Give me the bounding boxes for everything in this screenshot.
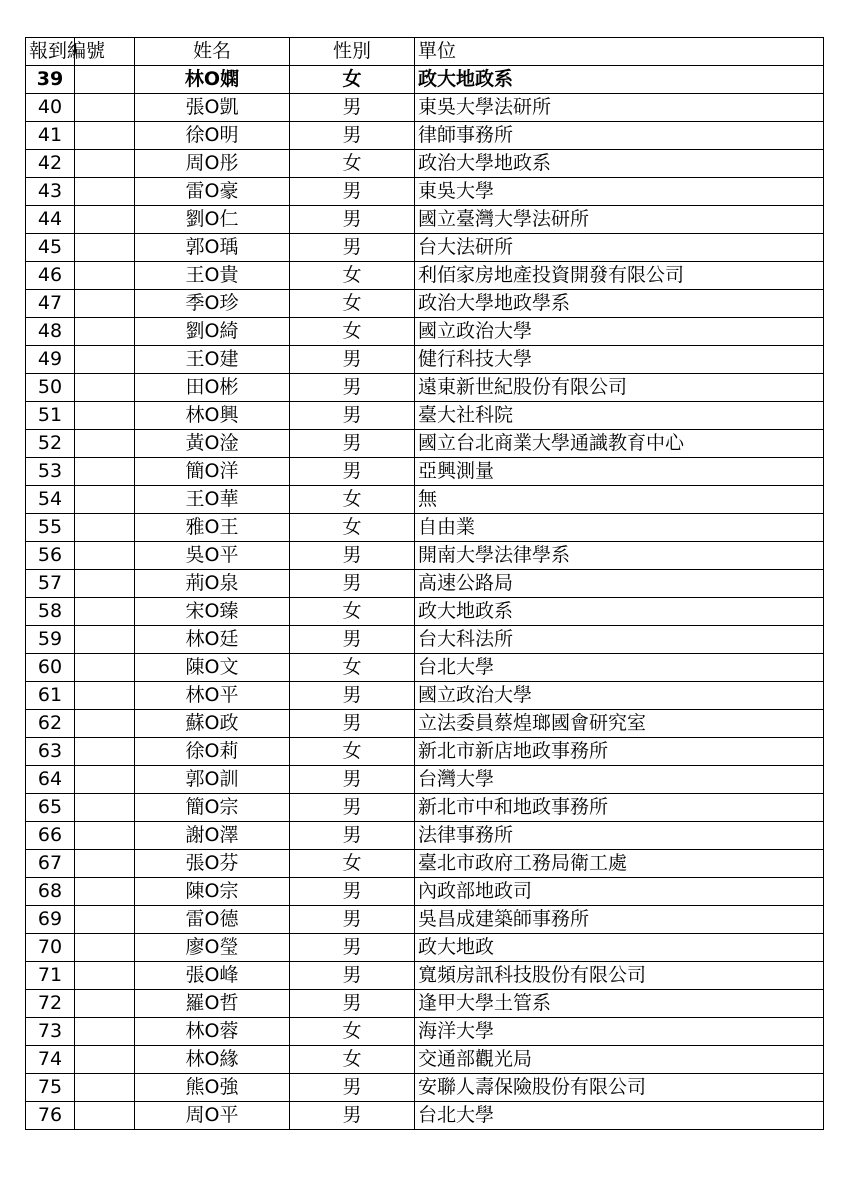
table-row: [26, 430, 824, 458]
cell-unit: 遠東新世紀股份有限公司: [415, 374, 824, 402]
cell-blank: [75, 822, 135, 850]
cell-blank: [75, 458, 135, 486]
cell-blank: [75, 122, 135, 150]
cell-no: 47: [26, 290, 75, 318]
table-row: [26, 682, 824, 710]
cell-no: 63: [26, 738, 75, 766]
cell-unit: 亞興測量: [415, 458, 824, 486]
cell-unit: 海洋大學: [415, 1018, 824, 1046]
cell-name: 周O彤: [135, 150, 290, 178]
table-row: [26, 514, 824, 542]
cell-name: 黃O淦: [135, 430, 290, 458]
cell-no: 65: [26, 794, 75, 822]
cell-gender: 女: [290, 1046, 415, 1074]
cell-unit: 無: [415, 486, 824, 514]
table-row: [26, 738, 824, 766]
cell-name: 王O貴: [135, 262, 290, 290]
cell-name: 田O彬: [135, 374, 290, 402]
cell-no: 66: [26, 822, 75, 850]
cell-no: 68: [26, 878, 75, 906]
cell-no: 74: [26, 1046, 75, 1074]
cell-unit: 自由業: [415, 514, 824, 542]
cell-no: 43: [26, 178, 75, 206]
cell-blank: [75, 906, 135, 934]
cell-gender: 女: [290, 290, 415, 318]
cell-name: 劉O仁: [135, 206, 290, 234]
cell-blank: [75, 486, 135, 514]
cell-blank: [75, 1046, 135, 1074]
cell-unit: 政大地政: [415, 934, 824, 962]
cell-blank: [75, 878, 135, 906]
cell-no: 62: [26, 710, 75, 738]
cell-blank: [75, 1018, 135, 1046]
table-row: [26, 374, 824, 402]
cell-unit: 台大科法所: [415, 626, 824, 654]
cell-unit: 寬頻房訊科技股份有限公司: [415, 962, 824, 990]
cell-name: 林O蓉: [135, 1018, 290, 1046]
cell-blank: [75, 402, 135, 430]
table-row: [26, 878, 824, 906]
table-row: [26, 990, 824, 1018]
cell-no: 69: [26, 906, 75, 934]
cell-blank: [75, 514, 135, 542]
cell-blank: [75, 934, 135, 962]
cell-no: 72: [26, 990, 75, 1018]
cell-blank: [75, 570, 135, 598]
table-row: [26, 346, 824, 374]
cell-unit: 法律事務所: [415, 822, 824, 850]
cell-name: 簡O宗: [135, 794, 290, 822]
table-row: [26, 710, 824, 738]
cell-no: 45: [26, 234, 75, 262]
cell-unit: 政治大學地政學系: [415, 290, 824, 318]
cell-blank: [75, 682, 135, 710]
cell-unit: 臺大社科院: [415, 402, 824, 430]
cell-gender: 女: [290, 514, 415, 542]
cell-blank: [75, 738, 135, 766]
cell-unit: 開南大學法律學系: [415, 542, 824, 570]
cell-blank: [75, 850, 135, 878]
cell-unit: 內政部地政司: [415, 878, 824, 906]
cell-no: 76: [26, 1102, 75, 1130]
cell-no: 46: [26, 262, 75, 290]
cell-unit: 國立政治大學: [415, 318, 824, 346]
cell-no: 75: [26, 1074, 75, 1102]
cell-gender: 男: [290, 94, 415, 122]
cell-gender: 男: [290, 234, 415, 262]
cell-name: 廖O瑩: [135, 934, 290, 962]
cell-blank: [75, 374, 135, 402]
cell-no: 44: [26, 206, 75, 234]
cell-unit: 逢甲大學土管系: [415, 990, 824, 1018]
cell-name: 王O建: [135, 346, 290, 374]
table-row: [26, 794, 824, 822]
cell-gender: 男: [290, 430, 415, 458]
cell-name: 雷O豪: [135, 178, 290, 206]
cell-name: 雷O德: [135, 906, 290, 934]
cell-no: 53: [26, 458, 75, 486]
cell-blank: [75, 430, 135, 458]
cell-blank: [75, 598, 135, 626]
cell-no: 40: [26, 94, 75, 122]
cell-gender: 男: [290, 962, 415, 990]
cell-name: 徐O莉: [135, 738, 290, 766]
cell-name: 林O廷: [135, 626, 290, 654]
cell-gender: 女: [290, 654, 415, 682]
table-row: [26, 654, 824, 682]
cell-blank: [75, 654, 135, 682]
cell-blank: [75, 318, 135, 346]
cell-gender: 男: [290, 542, 415, 570]
cell-blank: [75, 66, 135, 94]
cell-unit: 政大地政系: [415, 66, 824, 94]
cell-name: 徐O明: [135, 122, 290, 150]
cell-no: 54: [26, 486, 75, 514]
cell-blank: [75, 794, 135, 822]
cell-name: 張O芬: [135, 850, 290, 878]
cell-name: 林O興: [135, 402, 290, 430]
cell-no: 51: [26, 402, 75, 430]
cell-name: 吳O平: [135, 542, 290, 570]
table-body: [26, 66, 824, 1130]
cell-no: 58: [26, 598, 75, 626]
cell-unit: 立法委員蔡煌瑯國會研究室: [415, 710, 824, 738]
cell-unit: 高速公路局: [415, 570, 824, 598]
cell-gender: 男: [290, 1102, 415, 1130]
cell-unit: 健行科技大學: [415, 346, 824, 374]
table-row: [26, 542, 824, 570]
cell-name: 蘇O政: [135, 710, 290, 738]
table-row: [26, 1018, 824, 1046]
table-row: [26, 934, 824, 962]
cell-blank: [75, 626, 135, 654]
cell-gender: 男: [290, 570, 415, 598]
table-row: [26, 150, 824, 178]
cell-gender: 男: [290, 626, 415, 654]
table-row: [26, 850, 824, 878]
cell-gender: 女: [290, 262, 415, 290]
cell-gender: 女: [290, 598, 415, 626]
table-row: [26, 598, 824, 626]
cell-unit: 國立臺灣大學法研所: [415, 206, 824, 234]
table-row: [26, 402, 824, 430]
table-row: [26, 1102, 824, 1130]
table-row: [26, 262, 824, 290]
cell-blank: [75, 94, 135, 122]
cell-blank: [75, 346, 135, 374]
cell-gender: 男: [290, 346, 415, 374]
cell-name: 林O平: [135, 682, 290, 710]
cell-no: 67: [26, 850, 75, 878]
table-row: [26, 906, 824, 934]
cell-unit: 國立政治大學: [415, 682, 824, 710]
cell-blank: [75, 962, 135, 990]
table-row: [26, 962, 824, 990]
cell-gender: 男: [290, 990, 415, 1018]
cell-no: 52: [26, 430, 75, 458]
cell-gender: 女: [290, 738, 415, 766]
cell-name: 張O凱: [135, 94, 290, 122]
cell-name: 劉O綺: [135, 318, 290, 346]
cell-unit: 東吳大學: [415, 178, 824, 206]
cell-no: 59: [26, 626, 75, 654]
cell-no: 61: [26, 682, 75, 710]
cell-gender: 男: [290, 178, 415, 206]
cell-gender: 女: [290, 66, 415, 94]
cell-name: 林O緣: [135, 1046, 290, 1074]
cell-no: 57: [26, 570, 75, 598]
cell-name: 荊O泉: [135, 570, 290, 598]
cell-gender: 男: [290, 206, 415, 234]
table-row: [26, 290, 824, 318]
header-unit: 單位: [415, 38, 824, 66]
cell-name: 羅O哲: [135, 990, 290, 1018]
cell-unit: 新北市中和地政事務所: [415, 794, 824, 822]
table-row: [26, 94, 824, 122]
cell-unit: 政大地政系: [415, 598, 824, 626]
table-row: [26, 122, 824, 150]
cell-unit: 律師事務所: [415, 122, 824, 150]
cell-name: 簡O洋: [135, 458, 290, 486]
cell-blank: [75, 290, 135, 318]
cell-name: 宋O臻: [135, 598, 290, 626]
header-no: 報到編號: [26, 38, 75, 66]
cell-name: 雅O王: [135, 514, 290, 542]
cell-name: 郭O訓: [135, 766, 290, 794]
cell-no: 39: [26, 66, 75, 94]
cell-unit: 利佰家房地產投資開發有限公司: [415, 262, 824, 290]
cell-name: 熊O強: [135, 1074, 290, 1102]
cell-unit: 台灣大學: [415, 766, 824, 794]
cell-no: 50: [26, 374, 75, 402]
cell-blank: [75, 542, 135, 570]
cell-blank: [75, 206, 135, 234]
cell-gender: 女: [290, 150, 415, 178]
cell-blank: [75, 1074, 135, 1102]
cell-blank: [75, 262, 135, 290]
cell-unit: 臺北市政府工務局衛工處: [415, 850, 824, 878]
cell-name: 季O珍: [135, 290, 290, 318]
cell-blank: [75, 990, 135, 1018]
cell-gender: 男: [290, 906, 415, 934]
cell-unit: 政治大學地政系: [415, 150, 824, 178]
cell-blank: [75, 1102, 135, 1130]
cell-gender: 男: [290, 458, 415, 486]
table-row: [26, 766, 824, 794]
cell-unit: 台北大學: [415, 654, 824, 682]
table-row: [26, 458, 824, 486]
attendee-table: [25, 37, 824, 1130]
cell-gender: 女: [290, 318, 415, 346]
cell-no: 73: [26, 1018, 75, 1046]
cell-blank: [75, 234, 135, 262]
cell-name: 謝O澤: [135, 822, 290, 850]
table-row: [26, 822, 824, 850]
cell-gender: 男: [290, 934, 415, 962]
cell-gender: 男: [290, 682, 415, 710]
table-row: [26, 178, 824, 206]
cell-no: 70: [26, 934, 75, 962]
cell-gender: 男: [290, 822, 415, 850]
cell-unit: 東吳大學法研所: [415, 94, 824, 122]
table-row: [26, 206, 824, 234]
cell-name: 林O嫻: [135, 66, 290, 94]
header-name: 姓名: [135, 38, 290, 66]
cell-gender: 男: [290, 402, 415, 430]
cell-no: 42: [26, 150, 75, 178]
cell-no: 41: [26, 122, 75, 150]
table-row: [26, 626, 824, 654]
cell-blank: [75, 710, 135, 738]
cell-unit: 台大法研所: [415, 234, 824, 262]
cell-name: 陳O文: [135, 654, 290, 682]
cell-unit: 台北大學: [415, 1102, 824, 1130]
cell-gender: 女: [290, 850, 415, 878]
table-row: [26, 66, 824, 94]
cell-no: 55: [26, 514, 75, 542]
cell-unit: 吳昌成建築師事務所: [415, 906, 824, 934]
cell-unit: 新北市新店地政事務所: [415, 738, 824, 766]
cell-gender: 男: [290, 710, 415, 738]
cell-name: 張O峰: [135, 962, 290, 990]
cell-gender: 男: [290, 1074, 415, 1102]
cell-blank: [75, 150, 135, 178]
table-row: [26, 1046, 824, 1074]
cell-gender: 男: [290, 794, 415, 822]
cell-blank: [75, 178, 135, 206]
cell-no: 48: [26, 318, 75, 346]
cell-name: 周O平: [135, 1102, 290, 1130]
cell-no: 49: [26, 346, 75, 374]
table-row: [26, 486, 824, 514]
header-gender: 性別: [290, 38, 415, 66]
cell-no: 60: [26, 654, 75, 682]
cell-gender: 男: [290, 766, 415, 794]
cell-no: 56: [26, 542, 75, 570]
cell-gender: 女: [290, 1018, 415, 1046]
cell-name: 郭O瑀: [135, 234, 290, 262]
cell-gender: 男: [290, 374, 415, 402]
table-row: [26, 1074, 824, 1102]
table-row: [26, 318, 824, 346]
cell-unit: 國立台北商業大學通識教育中心: [415, 430, 824, 458]
cell-name: 王O華: [135, 486, 290, 514]
cell-blank: [75, 766, 135, 794]
cell-no: 71: [26, 962, 75, 990]
table-header-row: [26, 38, 824, 66]
cell-name: 陳O宗: [135, 878, 290, 906]
cell-unit: 安聯人壽保險股份有限公司: [415, 1074, 824, 1102]
cell-gender: 女: [290, 486, 415, 514]
cell-no: 64: [26, 766, 75, 794]
table-row: [26, 234, 824, 262]
table-row: [26, 570, 824, 598]
cell-gender: 男: [290, 122, 415, 150]
cell-unit: 交通部觀光局: [415, 1046, 824, 1074]
cell-gender: 男: [290, 878, 415, 906]
